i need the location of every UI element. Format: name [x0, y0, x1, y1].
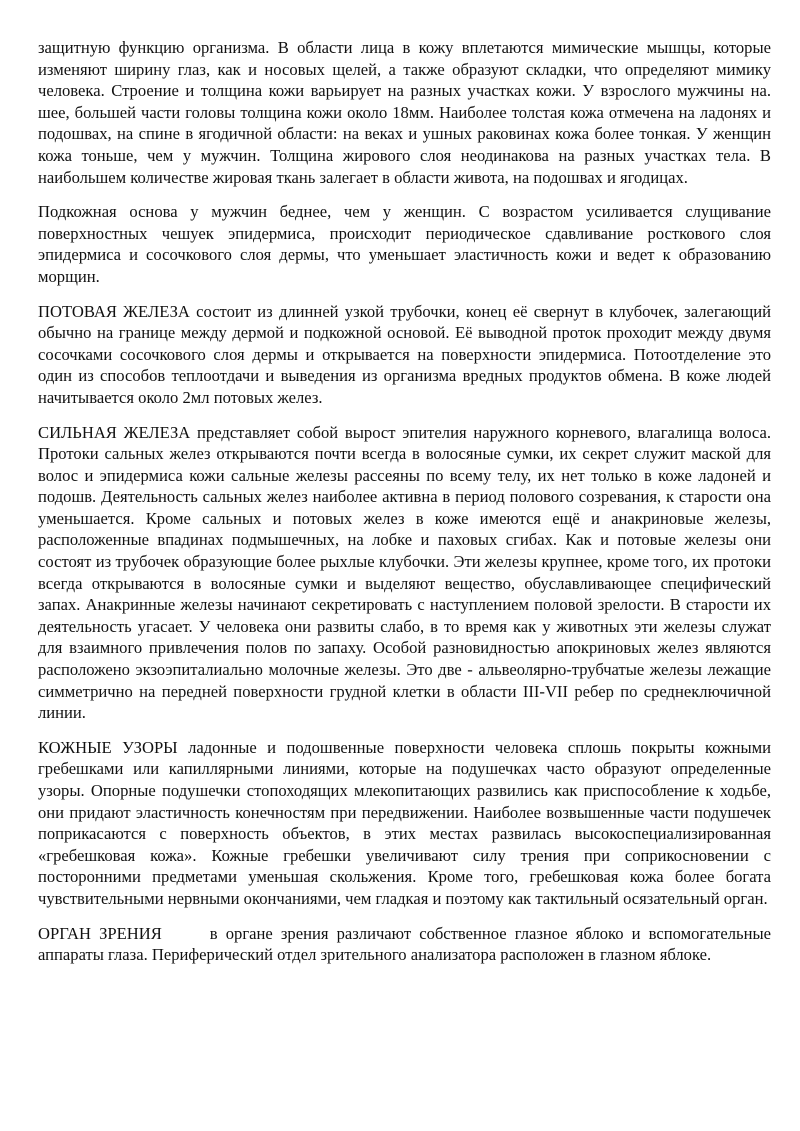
- paragraph-heading: КОЖНЫЕ УЗОРЫ: [38, 737, 178, 757]
- paragraph-skin-structure: [38, 37, 771, 188]
- paragraph-skin-patterns: [38, 737, 771, 910]
- paragraph-sweat-gland: [38, 301, 771, 409]
- paragraph-text: представляет собой вырост эпителия наружного корневого, влагалища волоса. Протоки сальных желез открываются почти всегда в волосяные сумки, их секрет служит маской для волос и эпидермиса кожи сальные железы рассеяны по всему телу, их нет только в коже ладоней и подошв. Деятельность сальных желез наиболее активна в период полового созревания, к старости она уменьшается. Кроме сальных и потовых желез в коже имеются ещё и анакриновые железы, расположенные впадинах подмышечных, на лобке и паховых сгибах. Как и потовые железы они состоят из трубочек образующие более рыхлые клубочки. Эти железы крупнее, кроме того, их протоки всегда открываются в волосяные сумки и выделяют вещество, обуславливающее специфический запах. Анакринные железы начинают секретировать с наступлением половой зрелости. В старости их деятельность угасает. У человека они развиты слабо, в то время как у животных эти железы служат для взаимного привлечения полов по запаху. Особой разновидностью апокриновых желез являются расположено экзоэпиталиально молочные железы. Это две - альвеолярно-трубчатые железы лежащие симметрично на передней поверхности грудной клетки в области III-VII ребер по среднеключичной линии.: [38, 422, 771, 723]
- paragraph-heading: ОРГАН ЗРЕНИЯ: [38, 923, 162, 943]
- paragraph-organ-of-vision: [38, 923, 771, 966]
- paragraph-heading: ПОТОВАЯ ЖЕЛЕЗА: [38, 301, 190, 321]
- paragraph-subcutaneous-base: [38, 201, 771, 287]
- paragraph-text: ладонные и подошвенные поверхности человека сплошь покрыты кожными гребешками или капиллярными линиями, которые на подушечках часто образуют определенные узоры. Опорные подушечки стопоходящих млекопитающих развились как приспособление к ходьбе, они придают эластичность конечностям при передвижении. Наиболее возвышенные части подушечек поприкасаются с поверхность объектов, в этих местах развилась высокоспециализированная «гребешковая кожа». Кожные гребешки увеличивают силу трения при соприкосновении с посторонними предметами уменьшая скольжения. Кроме того, гребешковая кожа более богата чувствительными нервными окончаниями, чем гладкая и поэтому как тактильный осязательный орган.: [38, 737, 771, 908]
- paragraph-text: в органе зрения различают собственное глазное яблоко и вспомогательные аппараты глаза. Периферический отдел зрительного анализатора расположен в глазном яблоке.: [38, 923, 771, 965]
- paragraph-sebaceous-gland: [38, 422, 771, 724]
- paragraph-text: Подкожная основа у мужчин беднее, чем у женщин. С возрастом усиливается слущивание поверхностных чешуек эпидермиса, происходит периодическое сдавливание росткового слоя эпидермиса и сосочкового слоя дермы, что уменьшает эластичность кожи и ведет к образованию морщин.: [38, 202, 771, 286]
- paragraph-text: состоит из длинней узкой трубочки, конец её свернут в клубочек, залегающий обычно на границе между дермой и подкожной основой. Её выводной проток проходит между двумя сосочками сосочкового слоя дермы и открывается на поверхности эпидермиса. Потоотделение это один из способов теплоотдачи и выведения из организма вредных продуктов обмена. В коже людей начитывается около 2мл потовых желез.: [38, 301, 772, 407]
- paragraph-text: защитную функцию организма. В области лица в кожу вплетаются мимические мышцы, которые изменяют ширину глаз, как и носовых щелей, а также образуют складки, что определяют мимику человека. Строение и толщина кожи варьирует на разных участках кожи. У взрослого мужчины на. шее, большей части головы толщина кожи около 18мм. Наиболее толстая кожа отмечена на ладонях и подошвах, на спине в ягодичной области: на веках и ушных раковинах кожа более тонкая. У женщин кожа тоньше, чем у мужчин. Толщина жирового слоя неодинакова на разных участках тела. В наибольшем количестве жировая ткань залегает в области живота, на подошвах и ягодицах.: [38, 38, 771, 187]
- paragraph-heading: СИЛЬНАЯ ЖЕЛЕЗА: [38, 422, 191, 442]
